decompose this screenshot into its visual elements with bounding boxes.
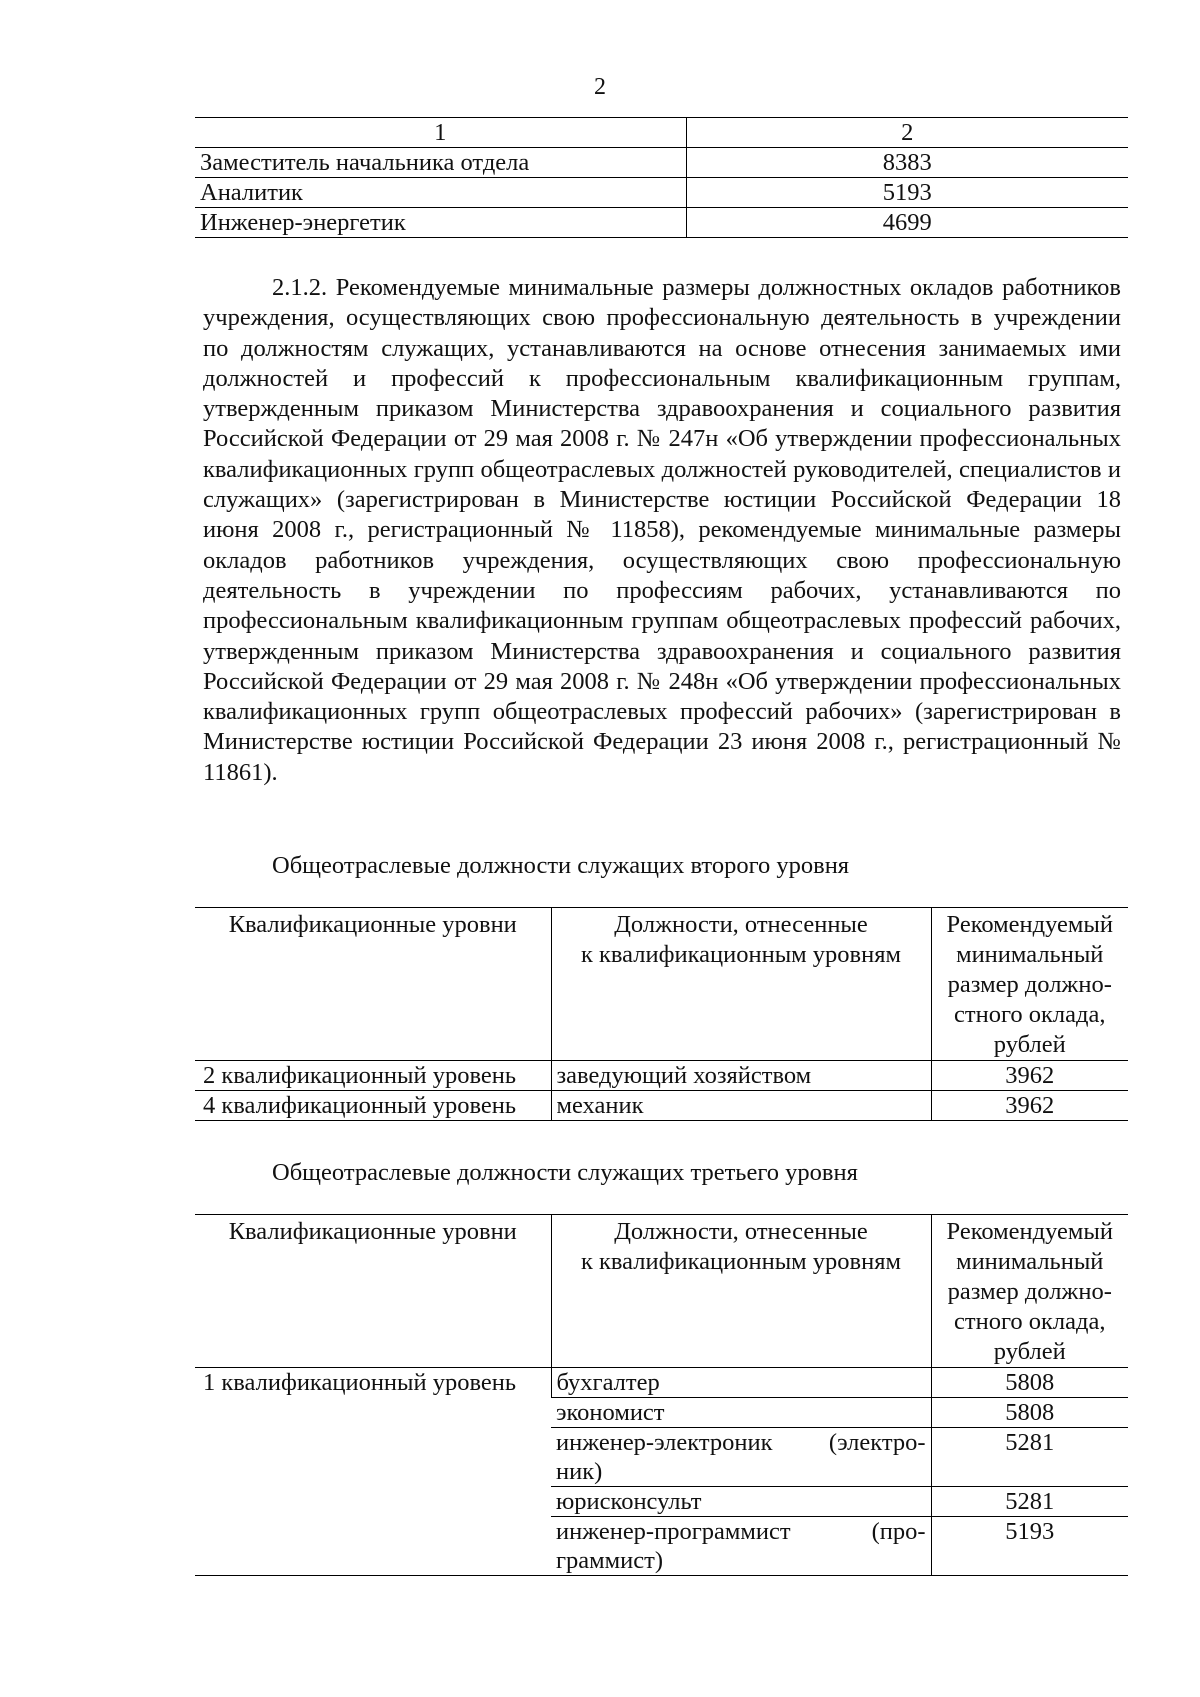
column-header: 2 (686, 118, 1128, 148)
header-line: Должности, отнесенные (614, 1218, 868, 1245)
salary-cell: 5193 (931, 1517, 1128, 1576)
position-cell (551, 1517, 931, 1576)
header-line: рублей (993, 1031, 1066, 1058)
salary-cell: 5808 (931, 1368, 1128, 1398)
table-header-row (195, 1215, 1128, 1368)
column-header-positions (551, 1215, 931, 1368)
second-level-positions-table (195, 907, 1128, 1121)
position-cell: бухгалтер (551, 1368, 931, 1398)
third-level-positions-table (195, 1214, 1128, 1576)
section-caption-second-level: Общеотраслевые должности служащих второго уровня (272, 852, 850, 879)
header-line: стного оклада, (954, 1308, 1106, 1335)
salary-cell: 8383 (686, 148, 1128, 178)
header-line: минимальный (956, 1248, 1104, 1275)
table-row (195, 1091, 1128, 1121)
position-line: ник) (556, 1458, 603, 1485)
level-cell: 2 квалификационный уровень (195, 1061, 551, 1091)
header-line: к квалификационным уровням (581, 941, 901, 968)
salary-cell: 5193 (686, 178, 1128, 208)
header-line: к квалификационным уровням (581, 1248, 901, 1275)
position-line: инженер-электроник (электро- (556, 1429, 926, 1456)
table-header-row (195, 118, 1128, 148)
table-row (195, 148, 1128, 178)
header-line: размер должно- (947, 971, 1112, 998)
column-header: 1 (195, 118, 686, 148)
position-cell: Инженер-энергетик (195, 208, 686, 238)
table-row (195, 1061, 1128, 1091)
salary-cell: 5808 (931, 1398, 1128, 1428)
table-header-row (195, 908, 1128, 1061)
position-line: граммист) (556, 1547, 664, 1574)
column-header-positions (551, 908, 931, 1061)
salary-cell: 3962 (931, 1091, 1128, 1121)
position-cell: заведующий хозяйством (551, 1061, 931, 1091)
salary-cell: 3962 (931, 1061, 1128, 1091)
body-paragraph: 2.1.2. Рекомендуемые минимальные размеры должностных окладов работников учреждения, осуществляющих свою профессиональную деятельность в учреждении по должностям служащих, устанавливаются на основе отнесения занимаемых ими должностей и профессий к профессиональным квалификационным группам, утвержденным приказом Министерства здравоохранения и социального развития Российской Федерации от 29 мая 2008 г. № 247н «Об утверждении профессиональных квалификационных групп общеотраслевых должностей руководителей, специалистов и служащих» (зарегистрирован в Министерстве юстиции Российской Федерации 18 июня 2008 г., регистрационный № 11858), рекомендуемые минимальные размеры окладов работников учреждения, осуществляющих свою профессиональную деятельность в учреждении по профессиям рабочих, устанавливаются по профессиональным квалификационным группам общеотраслевых профессий рабочих, утвержденным приказом Министерства здравоохранения и социального развития Российской Федерации от 29 мая 2008 г. № 248н «Об утверждении профессиональных квалификационных групп общеотраслевых профессий рабочих» (зарегистрирован в Министерстве юстиции Российской Федерации 23 июня 2008 г., регистрационный № 11861). (203, 274, 1121, 786)
position-cell: экономист (551, 1398, 931, 1428)
column-header-levels: Квалификационные уровни (195, 1215, 551, 1368)
position-cell: Заместитель начальника отдела (195, 148, 686, 178)
table-row (195, 208, 1128, 238)
header-line: Должности, отнесенные (614, 911, 868, 938)
salary-cell: 4699 (686, 208, 1128, 238)
salary-cell: 5281 (931, 1487, 1128, 1517)
position-cell: Аналитик (195, 178, 686, 208)
staff-salary-table (195, 117, 1128, 238)
table-row (195, 1368, 1128, 1398)
position-line: инженер-программист (про- (556, 1518, 926, 1545)
position-cell (551, 1428, 931, 1487)
header-line: минимальный (956, 941, 1104, 968)
table-row (195, 178, 1128, 208)
header-line: рублей (993, 1338, 1066, 1365)
header-line: стного оклада, (954, 1001, 1106, 1028)
level-cell: 1 квалификационный уровень (195, 1368, 551, 1576)
position-cell: механик (551, 1091, 931, 1121)
column-header-levels: Квалификационные уровни (195, 908, 551, 1061)
position-cell: юрисконсульт (551, 1487, 931, 1517)
column-header-salary (931, 908, 1128, 1061)
level-cell: 4 квалификационный уровень (195, 1091, 551, 1121)
header-line: размер должно- (947, 1278, 1112, 1305)
section-caption-third-level: Общеотраслевые должности служащих третьего уровня (272, 1159, 858, 1186)
page-number: 2 (594, 74, 606, 100)
salary-cell: 5281 (931, 1428, 1128, 1487)
column-header-salary (931, 1215, 1128, 1368)
header-line: Рекомендуемый (946, 1218, 1113, 1245)
header-line: Рекомендуемый (946, 911, 1113, 938)
